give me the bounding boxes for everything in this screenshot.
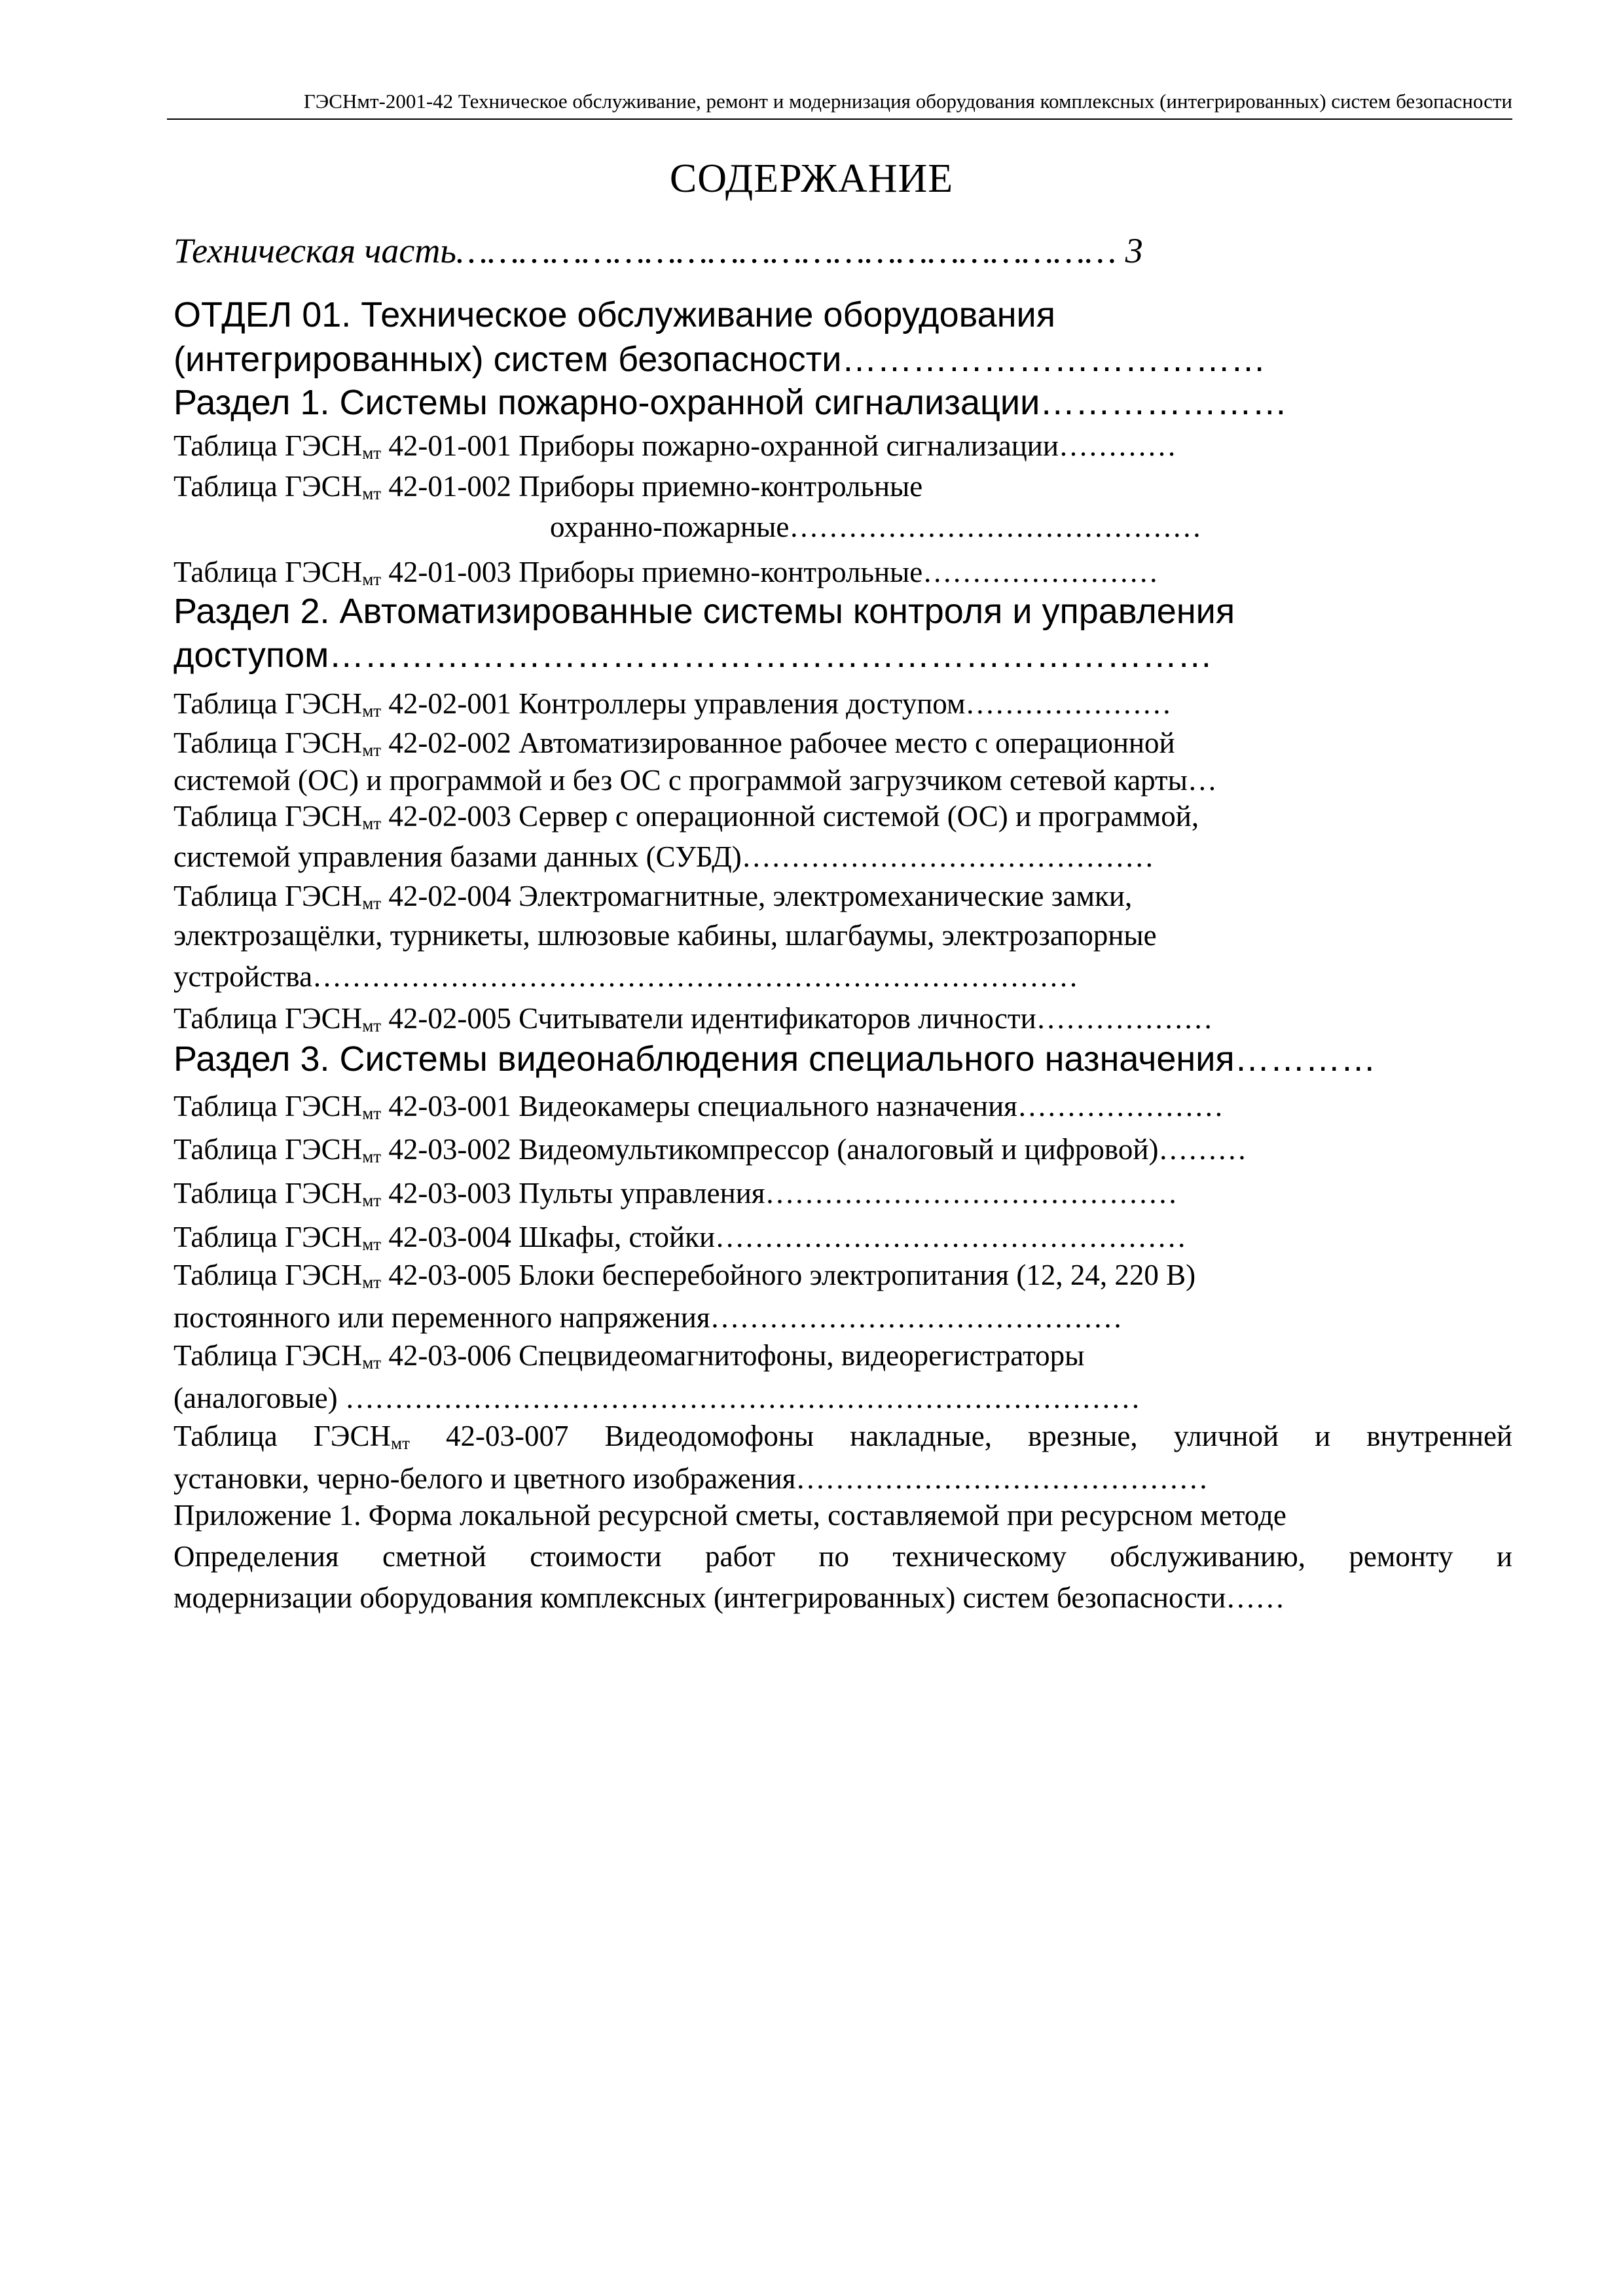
- toc-otdel-01-line2: (интегрированных) систем безопасности………………………………: [173, 340, 1266, 379]
- toc-table-42-03-005-cont: постоянного или переменного напряжения……………………………………: [173, 1301, 1123, 1334]
- toc-table-42-02-001: Таблица $ГЭСН_{мт}$ 42-02-001 Контроллеры управления доступом…………………: [173, 687, 1172, 721]
- toc-appendix-1-line3: модернизации оборудования комплексных (интегрированных) систем безопасности……: [173, 1581, 1285, 1614]
- toc-table-42-02-002-cont: системой (ОС) и программой и без ОС с программой загрузчиком сетевой карты…: [173, 764, 1217, 797]
- toc-appendix-1-line1: Приложение 1. Форма локальной ресурсной сметы, составляемой при ресурсном методе: [173, 1499, 1286, 1532]
- page-title: СОДЕРЖАНИЕ: [669, 156, 954, 201]
- toc-table-42-02-004-cont1: электрозащёлки, турникеты, шлюзовые кабины, шлагбаумы, электрозапорные: [173, 919, 1157, 952]
- toc-table-42-02-004: Таблица $ГЭСН_{мт}$ 42-02-004 Электромагнитные, электромеханические замки,: [173, 880, 1133, 913]
- toc-table-42-03-001: Таблица $ГЭСН_{мт}$ 42-03-001 Видеокамеры специального назначения…………………: [173, 1090, 1224, 1123]
- toc-table-42-02-002: Таблица $ГЭСН_{мт}$ 42-02-002 Автоматизированное рабочее место с операционной: [173, 726, 1175, 760]
- toc-table-42-03-002: Таблица $ГЭСН_{мт}$ 42-03-002 Видеомультикомпрессор (аналоговый и цифровой)………: [173, 1133, 1247, 1166]
- toc-razdel-3: Раздел 3. Системы видеонаблюдения специального назначения…………: [173, 1039, 1376, 1079]
- toc-table-42-02-005: Таблица $ГЭСН_{мт}$ 42-02-005 Считыватели идентификаторов личности………………: [173, 1002, 1213, 1035]
- toc-appendix-1-line2: Определения сметной стоимости работ по техническому обслуживанию, ремонту и: [173, 1540, 1512, 1573]
- toc-table-42-01-002: Таблица $ГЭСН_{мт}$ 42-01-002 Приборы приемно-контрольные: [173, 470, 923, 503]
- toc-table-42-03-006: Таблица $ГЭСН_{мт}$ 42-03-006 Спецвидеомагнитофоны, видеорегистраторы: [173, 1339, 1085, 1372]
- toc-table-42-03-003: Таблица $ГЭСН_{мт}$ 42-03-003 Пульты управления……………………………………: [173, 1177, 1178, 1210]
- toc-razdel-2-line1: Раздел 2. Автоматизированные системы контроля и управления: [173, 592, 1235, 631]
- toc-table-42-03-004: Таблица $ГЭСН_{мт}$ 42-03-004 Шкафы, стойки…………………………………………: [173, 1221, 1187, 1254]
- toc-table-42-03-007-cont: установки, черно-белого и цветного изображения……………………………………: [173, 1462, 1209, 1495]
- toc-table-42-02-003: Таблица $ГЭСН_{мт}$ 42-02-003 Сервер с операционной системой (ОС) и программой,: [173, 800, 1199, 833]
- toc-technical-part: Техническая часть……………………………………………………… 3: [173, 231, 1143, 270]
- toc-razdel-2-line2: доступом…………………………………………………………………: [173, 636, 1213, 675]
- running-header: ГЭСНмт-2001-42 Техническое обслуживание, ремонт и модернизация оборудования комплексных (интегрированных) систем безопасности: [167, 90, 1512, 120]
- toc-table-42-03-005: Таблица $ГЭСН_{мт}$ 42-03-005 Блоки бесперебойного электропитания (12, 24, 220 В): [173, 1259, 1196, 1292]
- toc-table-42-03-007: Таблица $ГЭСН_{мт}$ 42-03-007 Видеодомофоны накладные, врезные, уличной и внутренней: [173, 1420, 1513, 1453]
- toc-table-42-03-006-cont: (аналоговые) ………………………………………………………………………: [173, 1382, 1140, 1414]
- toc-otdel-01-line1: ОТДЕЛ 01. Техническое обслуживание оборудования: [173, 295, 1055, 334]
- toc-table-42-02-004-cont2: устройства……………………………………………………………………: [173, 960, 1079, 993]
- toc-table-42-01-003: Таблица $ГЭСН_{мт}$ 42-01-003 Приборы приемно-контрольные……………………: [173, 556, 1159, 589]
- toc-table-42-02-003-cont: системой управления базами данных (СУБД)……………………………………: [173, 840, 1154, 873]
- toc-razdel-1: Раздел 1. Системы пожарно-охранной сигнализации…………………: [173, 383, 1288, 422]
- toc-table-42-01-001: Таблица $ГЭСН_{мт}$ 42-01-001 Приборы пожарно-охранной сигнализации…………: [173, 429, 1176, 463]
- toc-table-42-01-002-cont: охранно-пожарные……………………………………: [550, 511, 1202, 543]
